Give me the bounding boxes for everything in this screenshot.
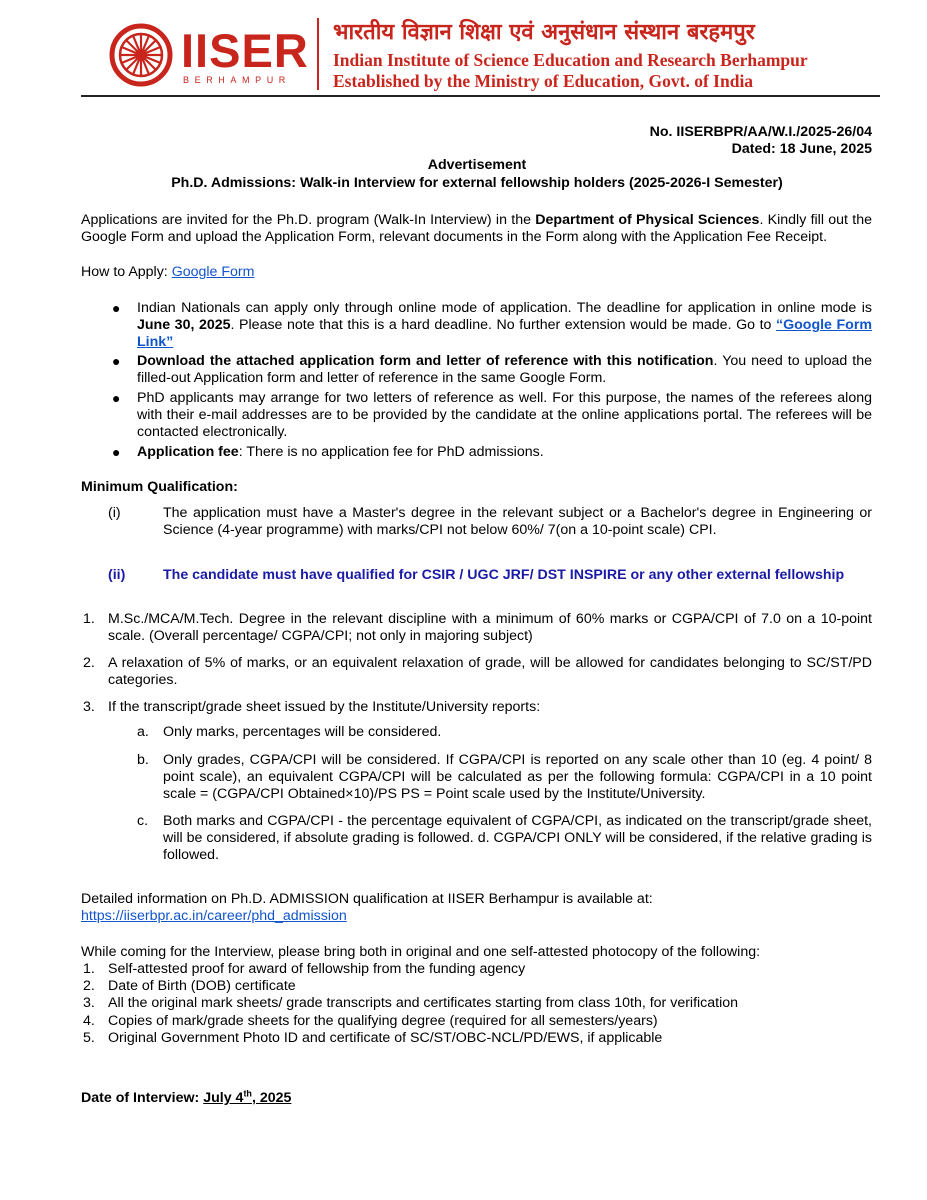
chakra-wheel-icon (109, 23, 173, 87)
sub-item-a: Only marks, percentages will be considered. (163, 724, 442, 740)
how-to-apply-label: How to Apply: (81, 264, 172, 280)
page-subtitle: Ph.D. Admissions: Walk-in Interview for external fellowship holders (2025-2026-I Semester) (171, 175, 783, 191)
reference-number: No. IISERBPR/AA/W.I./2025-26/04 (649, 124, 872, 140)
header-divider (317, 18, 319, 90)
bring-item-5: Original Government Photo ID and certificate of SC/ST/OBC-NCL/PD/EWS, if applicable (108, 1030, 663, 1046)
bullet-icon: ● (112, 390, 121, 406)
sublist-letter-c: c. (137, 813, 149, 829)
bullet-4-rest: : There is no application fee for PhD admissions. (238, 444, 544, 460)
how-to-apply (81, 264, 872, 281)
bullet-download-forms (137, 353, 872, 387)
bullet-online-application (137, 300, 872, 351)
google-form-link-2[interactable]: “Google Form Link” (137, 317, 872, 350)
qual-item-3: If the transcript/grade sheet issued by the Institute/University reports: (108, 699, 541, 715)
sub-item-c: Both marks and CGPA/CPI - the percentage equivalent of CGPA/CPI, as indicated on the transcript/grade sheet, will be considered, if absolute grading is followed. d. CGPA/CPI ONLY will be considered, if the relative grading is followed. (163, 813, 872, 863)
bullet-application-fee (137, 444, 872, 461)
deadline-date: June 30, 2025 (137, 317, 231, 333)
bullet-icon: ● (112, 353, 121, 369)
interview-date-label: Date of Interview: (81, 1090, 204, 1106)
qual-ii-text: The candidate must have qualified for CSIR / UGC JRF/ DST INSPIRE or any other external fellowship (163, 567, 845, 583)
details-url-line (81, 908, 347, 925)
qual-i-text: The application must have a Master's degree in the relevant subject or a Bachelor's degree in Engineering or Science (4-year programme) with marks/CPI not below 60%/ 7(on a 10-point scale) CPI. (163, 505, 872, 538)
letterhead (81, 10, 841, 92)
bring-number-5: 5. (83, 1030, 95, 1046)
logo-wordmark: IISER (181, 24, 309, 77)
intro-paragraph (81, 212, 872, 246)
bullet-1-text: Indian Nationals can apply only through online mode of application. The deadline for application in online mode is (137, 300, 872, 316)
institute-name-hindi: भारतीय विज्ञान शिक्षा एवं अनुसंधान संस्थान बरहमपुर (333, 20, 755, 45)
sublist-letter-a: a. (137, 724, 149, 740)
department-name: Department of Physical Sciences (535, 212, 760, 228)
bring-number-4: 4. (83, 1013, 95, 1029)
header-rule (81, 95, 880, 97)
bring-intro: While coming for the Interview, please bring both in original and one self-attested photocopy of the following: (81, 944, 761, 960)
bring-item-2: Date of Birth (DOB) certificate (108, 978, 296, 994)
page-title: Advertisement (427, 157, 527, 173)
qual-i-label: (i) (108, 505, 121, 521)
bullet-reference-letters: PhD applicants may arrange for two letters of reference as well. For this purpose, the names of the referees along with their e-mail addresses are to be provided by the candidate at the online applications portal. The referees will be contacted electronically. (137, 390, 872, 440)
intro-text-after: . Kindly fill out the Google Form and upload the Application Form, relevant documents in the Form along with the Application Fee Receipt. (81, 212, 872, 245)
intro-text-before: Applications are invited for the Ph.D. program (Walk-In Interview) in the (81, 212, 536, 228)
qual-item-2: A relaxation of 5% of marks, or an equivalent relaxation of grade, will be allowed for candidates belonging to SC/ST/PD categories. (108, 655, 872, 688)
bullet-1-rest: . Please note that this is a hard deadline. No further extension would be made. Go to (230, 317, 776, 333)
institute-name-english: Indian Institute of Science Education and Research Berhampur (333, 50, 808, 70)
bring-item-4: Copies of mark/grade sheets for the qualifying degree (required for all semesters/years) (108, 1013, 658, 1029)
list-number-1: 1. (83, 611, 95, 627)
google-form-link[interactable]: Google Form (171, 264, 255, 280)
bring-item-1: Self-attested proof for award of fellowship from the funding agency (108, 961, 526, 977)
sub-item-b: Only grades, CGPA/CPI will be considered. If CGPA/CPI is reported on any scale other than 10 (eg. 4 point/ 8 point scale), an equivalent CGPA/CPI will be calculated as per the following formula: CGPA/CPI in a 10 point scale = (CGPA/CPI Obtained×10)/PS PS = Point scale used by the Institute/University. (163, 752, 872, 802)
bullet-icon: ● (112, 300, 121, 316)
qual-item-1: M.Sc./MCA/M.Tech. Degree in the relevant discipline with a minimum of 60% marks or CGPA/CPI of 7.0 on a 10-point scale. (Overall percentage/ CGPA/CPI; not only in majoring subject) (108, 611, 872, 644)
iiser-logo (109, 23, 309, 87)
interview-date-value (203, 1090, 291, 1106)
bullet-2-rest: . You need to upload the filled-out Application form and letter of reference in the same Google Form. (137, 353, 873, 386)
institute-establishment: Established by the Ministry of Education, Govt. of India (333, 71, 754, 91)
admission-info-link[interactable]: https://iiserbpr.ac.in/career/phd_admission (81, 908, 347, 924)
qual-ii-label: (ii) (108, 567, 126, 583)
bullet-2-bold: Download the attached application form and letter of reference with this notification (137, 353, 714, 369)
details-text: Detailed information on Ph.D. ADMISSION qualification at IISER Berhampur is available at: (81, 891, 653, 907)
interview-date-year: , 2025 (251, 1090, 292, 1106)
reference-date: Dated: 18 June, 2025 (731, 141, 872, 157)
interview-date-day: July 4 (203, 1090, 244, 1106)
bring-item-3: All the original mark sheets/ grade transcripts and certificates starting from class 10th, for verification (108, 995, 739, 1011)
bring-number-1: 1. (83, 961, 95, 977)
bullet-icon: ● (112, 444, 121, 460)
list-number-2: 2. (83, 655, 95, 671)
interview-date (81, 1090, 291, 1107)
min-qualification-heading: Minimum Qualification: (81, 479, 238, 495)
sublist-letter-b: b. (137, 752, 149, 768)
list-number-3: 3. (83, 699, 95, 715)
bullet-4-bold: Application fee (137, 444, 239, 460)
bring-number-3: 3. (83, 995, 95, 1011)
bring-number-2: 2. (83, 978, 95, 994)
interview-date-suffix: th (243, 1088, 252, 1099)
logo-subtitle: BERHAMPUR (183, 75, 291, 85)
